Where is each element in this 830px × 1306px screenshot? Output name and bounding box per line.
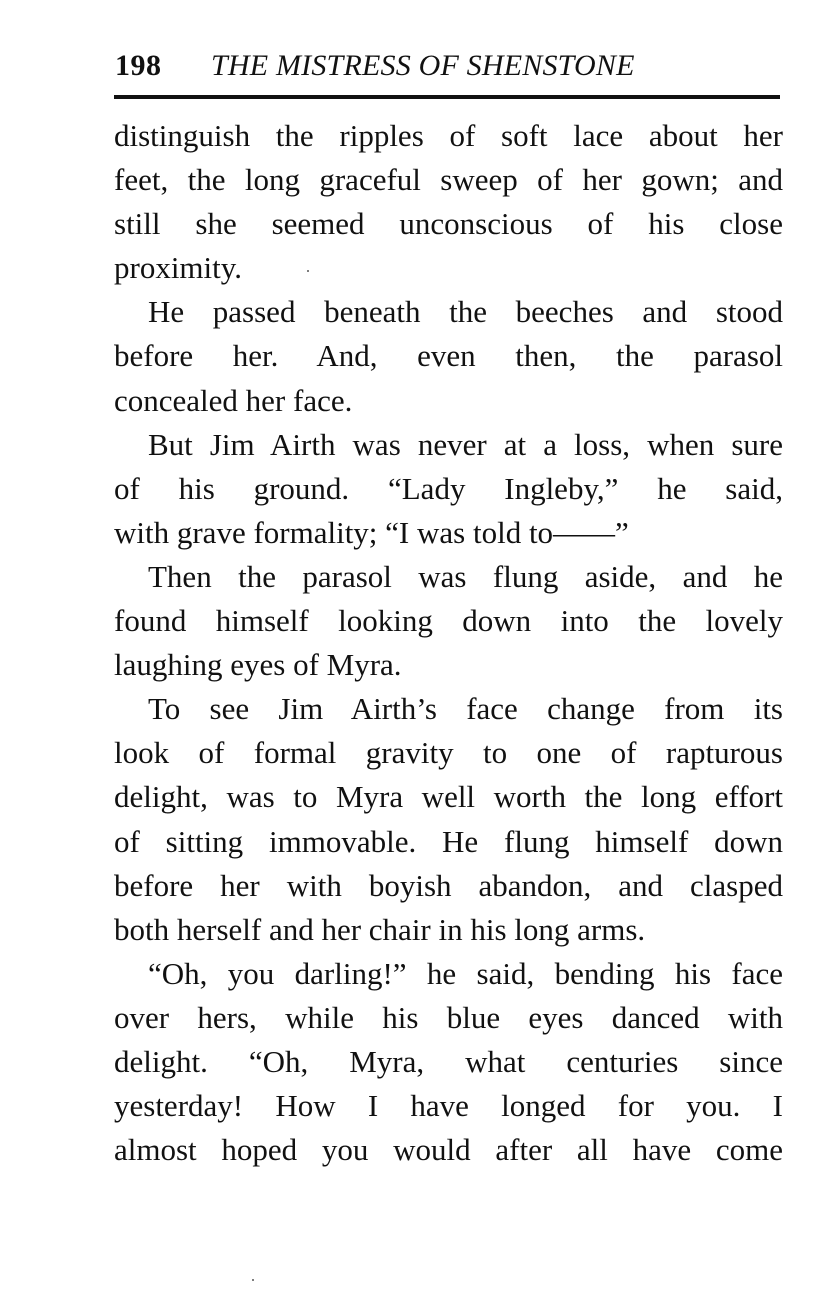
text-line: over hers, while his blue eyes danced with (114, 999, 783, 1035)
book-title: THE MISTRESS OF SHENSTONE (211, 49, 635, 82)
text-line: before her. And, even then, the parasol (114, 338, 783, 374)
text-line: look of formal gravity to one of rapturous (114, 735, 783, 771)
scan-speck (252, 1279, 254, 1281)
text-line: before her with boyish abandon, and clasped (114, 867, 783, 903)
text-line: delight. “Oh, Myra, what centuries since (114, 1043, 783, 1079)
text-line: distinguish the ripples of soft lace about her (114, 118, 783, 153)
paragraph-start-line: He passed beneath the beeches and stood (148, 294, 783, 330)
body-text (114, 114, 783, 1172)
text-line: concealed her face. (114, 382, 353, 418)
text-line: with grave formality; “I was told to——” (114, 514, 629, 550)
text-line: found himself looking down into the lovely (114, 603, 783, 639)
text-line: of sitting immovable. He flung himself down (114, 823, 783, 859)
page-number: 198 (115, 49, 162, 82)
paragraph-start-line: To see Jim Airth’s face change from its (148, 691, 783, 727)
text-line: laughing eyes of Myra. (114, 647, 402, 683)
header-rule (114, 95, 780, 99)
text-line: both herself and her chair in his long arms. (114, 911, 646, 947)
paragraph-start-line: Then the parasol was flung aside, and he (148, 558, 783, 594)
text-line: of his ground. “Lady Ingleby,” he said, (114, 470, 783, 506)
scan-speck (307, 270, 309, 272)
text-line: delight, was to Myra well worth the long effort (114, 779, 783, 815)
text-line: yesterday! How I have longed for you. I (114, 1088, 783, 1124)
text-line: feet, the long graceful sweep of her gown; and (114, 162, 783, 198)
paragraph-start-line: “Oh, you darling!” he said, bending his face (148, 955, 783, 991)
text-line: almost hoped you would after all have come (114, 1132, 783, 1168)
paragraph-start-line: But Jim Airth was never at a loss, when sure (148, 426, 783, 462)
text-line: proximity. (114, 250, 243, 286)
text-line: still she seemed unconscious of his close (114, 206, 783, 242)
running-head (115, 46, 780, 86)
